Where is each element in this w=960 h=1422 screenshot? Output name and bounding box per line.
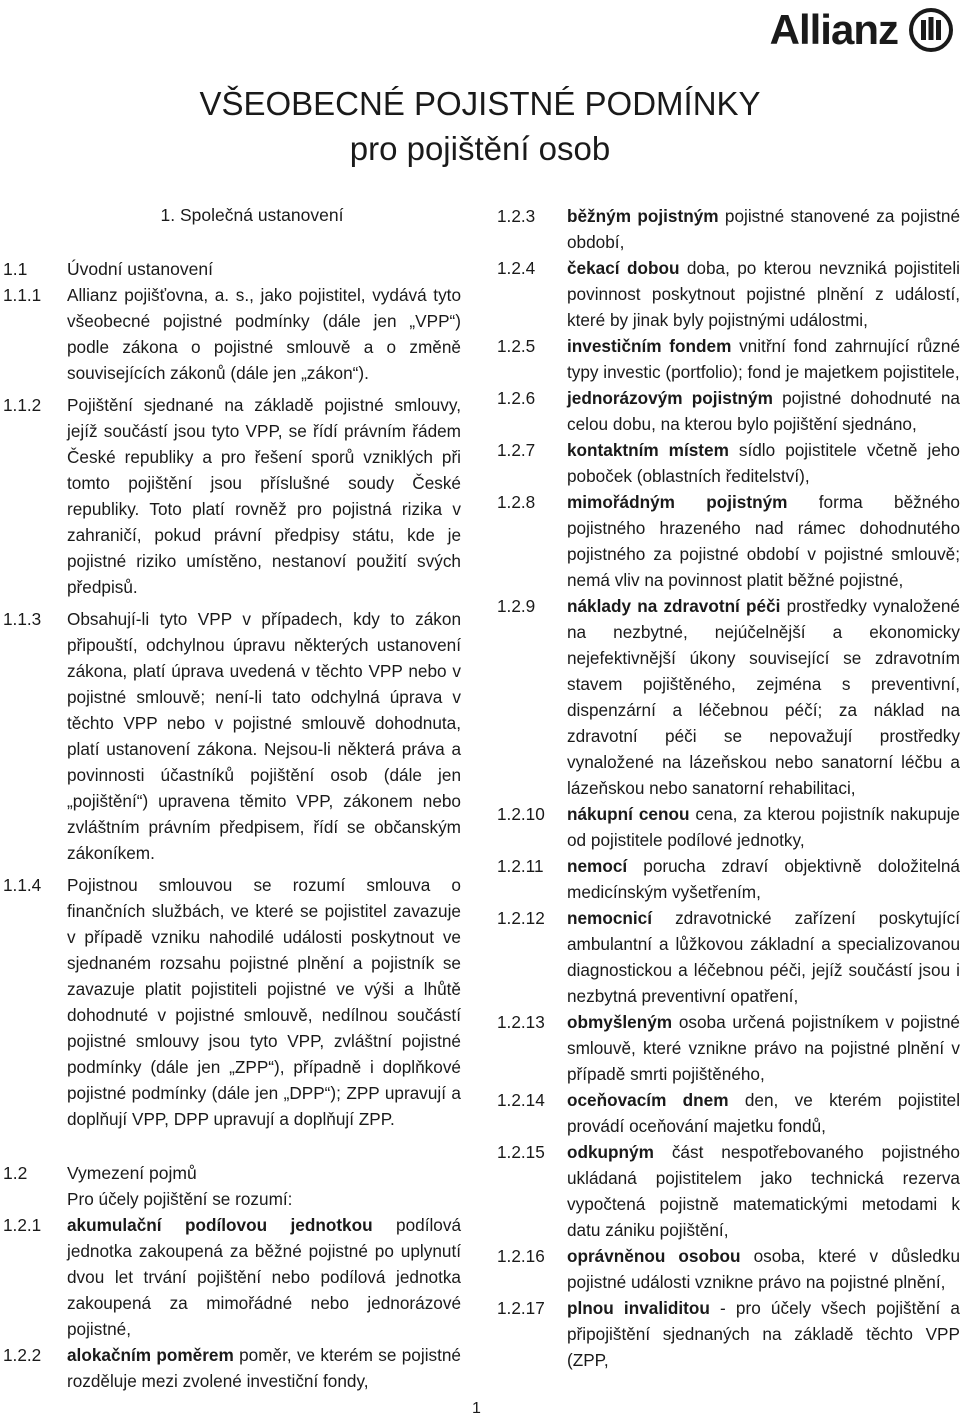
- definition-number: 1.2.10: [497, 804, 545, 824]
- definition-term: oceňovacím dnem: [567, 1090, 729, 1110]
- clause-number: 1.1.1: [3, 285, 42, 305]
- definition: [497, 905, 960, 1009]
- definition-text: osoba, které v důsledku pojistné události vznikne právo na pojistné plnění,: [567, 1246, 960, 1292]
- right-column: [497, 203, 960, 1373]
- definition: [497, 333, 960, 385]
- definition: [497, 1139, 960, 1243]
- definition-term: oprávněnou osobou: [567, 1246, 741, 1266]
- definition-term: akumulační podílovou jednotkou: [67, 1215, 373, 1235]
- subsection-heading: [3, 1160, 461, 1186]
- definition-text: den, ve kterém pojistitel provádí oceňování majetku fondů,: [567, 1090, 960, 1136]
- definition: [497, 1243, 960, 1295]
- definition-term: nákupní cenou: [567, 804, 690, 824]
- definition-number: 1.2.5: [497, 336, 536, 356]
- document-title: VŠEOBECNÉ POJISTNÉ PODMÍNKY: [199, 85, 761, 122]
- definition-term: mimořádným pojistným: [567, 492, 788, 512]
- definition-number: 1.2.4: [497, 258, 536, 278]
- definition: [497, 255, 960, 333]
- definition-term: běžným pojistným: [567, 206, 719, 226]
- definition-text: vnitřní fond zahrnující různé typy investic (portfolio); fond je majetkem pojistitele,: [567, 336, 960, 382]
- definition: [497, 203, 960, 255]
- clause: [3, 872, 461, 1132]
- definition-text: porucha zdraví objektivně doložitelná medicínským vyšetřením,: [567, 856, 960, 902]
- definition-number: 1.2.11: [497, 856, 544, 876]
- definition-term: alokačním poměrem: [67, 1345, 234, 1365]
- allianz-eagle-icon: [908, 7, 954, 53]
- clause: [3, 606, 461, 866]
- definition-term: nemocnicí: [567, 908, 653, 928]
- subsection-title: Úvodní ustanovení: [67, 259, 213, 279]
- page-number: 1: [472, 1400, 481, 1417]
- definition-text: pojistné dohodnuté na celou dobu, na kterou bylo pojištění sjednáno,: [567, 388, 960, 434]
- definition-number: 1.2.15: [497, 1142, 545, 1162]
- definition-number: 1.2.13: [497, 1012, 545, 1032]
- clause-number: 1.1.4: [3, 875, 42, 895]
- definition-text: pojistné stanovené za pojistné období,: [567, 206, 960, 252]
- definition-number: 1.2.3: [497, 206, 536, 226]
- definition-term: odkupným: [567, 1142, 654, 1162]
- clause-text: Obsahují-li tyto VPP v případech, kdy to zákon připouští, odchylnou úpravu některých ustanovení zákona, platí úprava uvedená v těchto VPP nebo v pojistné smlouvě; není-li tato odchylná úprava v těchto VPP nebo v pojistné smlouvě dohodnuta, platí ustanovení zákona. Nejsou-li některá práva a povinnosti účastníků pojištění osob (dále jen „pojištění“) upravena těmito VPP, zákonem nebo zvláštním právním předpisem, řídí se občanským zákoníkem.: [67, 609, 461, 863]
- subsection-heading: [3, 256, 461, 282]
- intro-text: Pro účely pojištění se rozumí:: [67, 1189, 293, 1209]
- definition-term: čekací dobou: [567, 258, 680, 278]
- section-number: 1.1: [3, 259, 28, 279]
- definition-term: investičním fondem: [567, 336, 732, 356]
- definition-term: jednorázovým pojistným: [567, 388, 773, 408]
- section-number: 1.2: [3, 1163, 28, 1183]
- definition-number: 1.2.1: [3, 1215, 42, 1235]
- definition-number: 1.2.9: [497, 596, 536, 616]
- definition: [3, 1342, 461, 1394]
- definition-number: 1.2.2: [3, 1345, 42, 1365]
- definition-text: poměr, ve kterém se pojistné rozděluje mezi zvolené investiční fondy,: [67, 1345, 461, 1391]
- allianz-logo: [770, 4, 954, 56]
- definition: [497, 385, 960, 437]
- definition: [497, 593, 960, 801]
- definition-text: forma běžného pojistného hrazeného nad rámec dohodnutého pojistného za pojistné období v pojistné smlouvě; nemá vliv na povinnost platit běžné pojistné,: [567, 492, 960, 590]
- clause-number: 1.1.2: [3, 395, 42, 415]
- definition-number: 1.2.14: [497, 1090, 545, 1110]
- definition-text: osoba určená pojistníkem v pojistné smlouvě, které vznikne právo na pojistné plnění v případě smrti pojištěného,: [567, 1012, 960, 1084]
- definition-text: zdravotnické zařízení poskytující ambulantní a lůžkovou základní a specializovanou diagnostickou a léčebnou péči, jejíž součástí jsou i nezbytná preventivní opatření,: [567, 908, 960, 1006]
- clause-text: Pojistnou smlouvou se rozumí smlouva o finančních službách, ve které se pojistitel zavazuje v případě vzniku nahodilé události poskytnout ve sjednaném rozsahu pojistné plnění a pojistník se zavazuje platit pojistiteli pojistné ve výši a lhůtě dohodnuté v pojistné smlouvě, nedílnou součástí pojistné smlouvy jsou tyto VPP, zvláštní pojistné podmínky (dále jen „ZPP“), případně i doplňkové pojistné podmínky (dále jen „DPP“); ZPP upravují a doplňují VPP, DPP upravují a doplňují ZPP.: [67, 875, 461, 1129]
- logo-wordmark: Allianz: [769, 6, 898, 53]
- definition-text: část nespotřebovaného pojistného ukládaná pojistitelem jako technická rezerva vypočtená pojistně matematickými metodami k datu zániku pojištění,: [567, 1142, 960, 1240]
- definition: [3, 1212, 461, 1342]
- definition-number: 1.2.6: [497, 388, 536, 408]
- definition-text: prostředky vynaložené na nezbytné, nejúčelnější a ekonomicky nejefektivnější úkony související se zdravotním stavem pojištěného, zejména s preventivní, dispenzární a léčebnou péčí; za náklad na zdravotní péči se nepovažují prostředky vynaložené na lázeňskou nebo sanatorní léčbu a lázeňskou nebo sanatorní rehabilitaci,: [567, 596, 960, 798]
- intro-line: [3, 1186, 461, 1212]
- definition-text: sídlo pojistitele včetně jeho poboček (oblastních ředitelství),: [567, 440, 960, 486]
- definition-text: doba, po kterou nevzniká pojistiteli povinnost poskytnout pojistné plnění z událostí, které by jinak byly pojistnými událostmi,: [567, 258, 960, 330]
- definition-number: 1.2.8: [497, 492, 536, 512]
- document-subtitle: pro pojištění osob: [349, 130, 611, 167]
- clause-text: Pojištění sjednané na základě pojistné smlouvy, jejíž součástí jsou tyto VPP, se řídí právním řádem České republiky a pro řešení sporů vzniklých při tomto pojištění jsou příslušné soudy České republiky. Toto platí rovněž pro pojistná rizika v zahraničí, pokud právní předpisy státu, kde je pojistné riziko umístěno, nestanoví použití svých předpisů.: [67, 395, 461, 597]
- definition-term: nemocí: [567, 856, 628, 876]
- subsection-title: Vymezení pojmů: [67, 1163, 197, 1183]
- definition-text: cena, za kterou pojistník nakupuje od pojistitele podílové jednotky,: [567, 804, 960, 850]
- definition: [497, 1009, 960, 1087]
- definition: [497, 1295, 960, 1373]
- definition-term: obmyšleným: [567, 1012, 673, 1032]
- section-heading: 1. Společná ustanovení: [160, 205, 344, 225]
- definition-number: 1.2.7: [497, 440, 536, 460]
- definition-text: podílová jednotka zakoupená za běžné pojistné po uplynutí dvou let trvání pojištění nebo podílová jednotka zakoupená za mimořádné nebo jednorázové pojistné,: [67, 1215, 462, 1339]
- clause-text: Allianz pojišťovna, a. s., jako pojistitel, vydává tyto všeobecné pojistné podmínky (dále jen „VPP“) podle zákona o pojistné smlouvě a o změně souvisejících zákonů (dále jen „zákon“).: [67, 285, 461, 383]
- definition-term: kontaktním místem: [567, 440, 729, 460]
- clause-number: 1.1.3: [3, 609, 42, 629]
- definition: [497, 489, 960, 593]
- definition-text: - pro účely všech pojištění a připojištění sjednaných na základě těchto VPP (ZPP,: [567, 1298, 960, 1370]
- definition: [497, 801, 960, 853]
- clause: [3, 282, 461, 386]
- definition: [497, 437, 960, 489]
- definition-number: 1.2.12: [497, 908, 545, 928]
- clause: [3, 392, 461, 600]
- definition: [497, 1087, 960, 1139]
- definition-number: 1.2.16: [497, 1246, 545, 1266]
- left-column: [3, 0, 461, 1394]
- definition-term: plnou invaliditou: [567, 1298, 710, 1318]
- definition-number: 1.2.17: [497, 1298, 545, 1318]
- definition: [497, 853, 960, 905]
- definition-term: náklady na zdravotní péči: [567, 596, 781, 616]
